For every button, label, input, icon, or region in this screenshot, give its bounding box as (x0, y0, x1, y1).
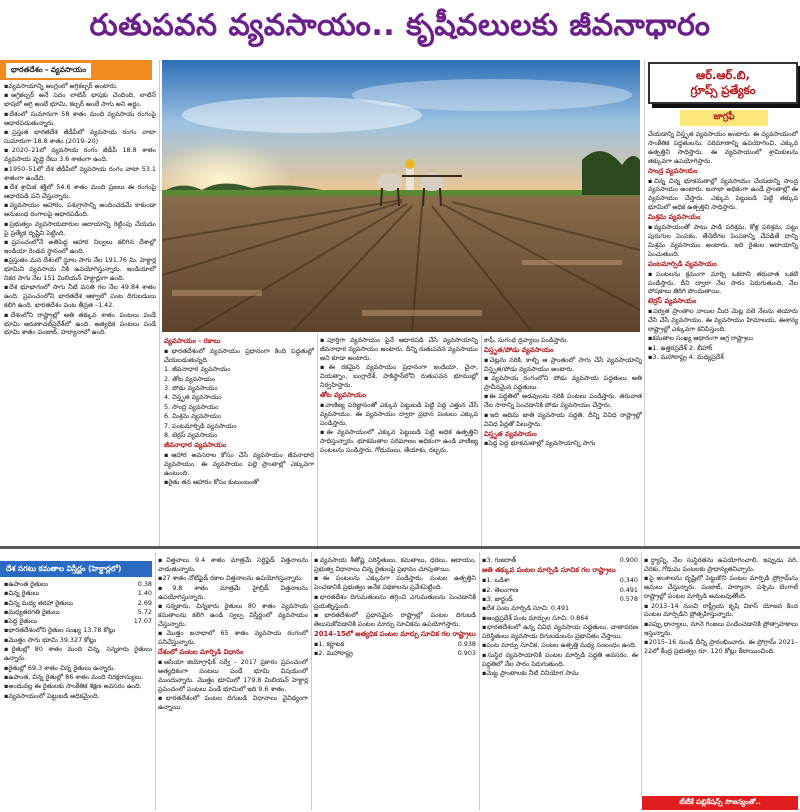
stat-value: 0.340 (619, 576, 638, 585)
text-paragraph: ▪ అగ్రికల్చర్ అనే పదం లాటిన్ భాషకు చెందింది. లాటిన్ భాషలో అగ్రి అంటే భూమి, కల్చర్ అంటే సాగు అని అర్థం. (4, 91, 156, 109)
text-paragraph: ▪ మొత్తం సాగు భూమి 39.327 కోట్లు (4, 636, 152, 645)
section-tag (0, 60, 152, 80)
text-paragraph: ▪ దేశ భూభాగంలో సాగు నీటి వసతి గల నేల 49.84 శాతం ఉంది. ప్రపంచంలోని భారతదేశ ఆక్వాలో పంట దిగుబడులు కలిగి ఉంది. భారతదేశం పంట తీవ్రత –1.42. (4, 283, 156, 310)
text-paragraph: ▪ భారతదేశంలోని రైతుల సంఖ్య 13.78 కోట్లు (4, 626, 152, 635)
text-paragraph: ▪ భారతదేశంలో ప్రధానమైన రాష్ట్రాల్లో పంటల దిగుబడి తెలుసుకోవడానికి పంటల మార్పు సూచికను ఉపయోగిస్తారు. (314, 611, 476, 629)
text-paragraph: ▪ ఆంధ్రప్రదేశ్ పంట మార్పుల సూచి: 0.864 (482, 614, 638, 623)
left-column (4, 82, 156, 544)
text-paragraph: ▪ రైతుల్లో 80 శాతం మంది చిన్న, సన్నకారు రైతులు ఉన్నారు. (4, 645, 152, 663)
text-paragraph: చేయడాన్ని విస్తృత వ్యవసాయం అంటారు. ఈ వ్యవసాయంలో సాంకేతిక పద్ధతులను, పరిమాణాన్ని ఉపయోగించి, ఎక్కువ ఉత్పత్తిని సాధిస్తారు. ఈ వ్యవసాయంలో శ్రామికులను తక్కువగా ఉపయోగిస్తారు. (648, 130, 798, 165)
text-paragraph: ▪ ర్థ్యాన్ని, నేల సుస్థిరతను ఉపయోగించాలి. ఇప్పుడు వరి, చెరకు, గోధుమ పంటలకు ప్రాధాన్యతనిచ్చారు. (644, 556, 798, 574)
text-paragraph: ▪ ఈ రకమైన వ్యవసాయం ప్రధానంగా ఇండియా, చైనా, వియత్నాం, బంగ్లాదేశ్, పాకిస్థాన్‌లోని రుతుపవన భూముల్లో నిర్వహిస్తారు. (320, 363, 478, 390)
subheading: సాంద్ర వ్యవసాయం (648, 166, 698, 175)
text-paragraph: ▪ ప్రపంచంలోనే అతిపెద్ద ఆహార నిల్వలు కలిగిన దేశాల్లో ఇండియా రెండవ స్థానంలో ఉంది. (4, 238, 156, 256)
text-paragraph: ▪ చెట్లను నరికి, కాల్చి ఆ ప్రాంతంలో సాగు చేసే వ్యవసాయాన్ని విస్తృత/పోడు వ్యవసాయం అంటారు. (484, 356, 642, 374)
subheading: 2014–15లో అత్యధిక పంటల మార్పు సూచిక గల రాష్ట్రాలు (314, 629, 476, 638)
stat-value: 0.491 (619, 585, 638, 594)
text-paragraph: ▪ ఈ వ్యవసాయంలో ఎక్కువ పెట్టుబడి పెట్టి అధిక ఉత్పత్తిని సాధిస్తున్నారు. భూకమతాల పరిమాణం అధికంగా ఉండి వాణిజ్య పంటలను పండిస్తారు. గోధుమలు, తేయాకు, రబ్బరు, (320, 428, 478, 455)
text-paragraph: ▪ పప్పు ధాన్యాలు, నూనె గింజలు పండించడానికి ప్రోత్సాహకాలు ఇస్తున్నారు. (644, 620, 798, 638)
subheading: వ్యవసాయం - రకాలు (164, 337, 221, 345)
text-paragraph: ▪ పంటలను క్రమంగా మార్చి ఒకదాని తరువాత ఒకటి పండిస్తారు. దీని ద్వారా నేల సారం పెరుగుతుంది. నేల పోషకాలు తిరిగి పొందుతాయి. (648, 270, 798, 297)
text-paragraph: 6. మిశ్రమ వ్యవసాయం (164, 412, 222, 421)
text-paragraph: ▪ 1950–51లో దేశ జీడీపీలో వ్యవసాయ రంగం వాటా 53.1 శాతంగా ఉండేది. (4, 165, 156, 183)
text-paragraph: ▪ 27 శాతం నోటిఫైడ్ రకాల విత్తనాలను ఉపయోగిస్తున్నారు. (158, 574, 308, 583)
col-shifting (484, 336, 642, 544)
text-paragraph: ▪ దేశంలోని రాష్ట్రాల్లో అతి తక్కువ శాతం పంటలు పండే భూమి అరుణాచల్‌ప్రదేశ్‌లో ఉంది. అత్యధిక పంటలు పండే భూమి శాతం పంజాబ్, హర్యానాలో ఉంది. (4, 311, 156, 338)
stat-label: ▪ 2. తెలంగాణ (482, 586, 620, 595)
text-paragraph: ▪ 1. ఉత్తరప్రదేశ్ 2. బీహార్ (648, 344, 798, 353)
bottom-col-5 (644, 556, 798, 794)
text-paragraph: కాఫీ, సుగంధ ద్రవ్యాలు పండిస్తారు. (484, 336, 569, 344)
stat-label: ▪ చిన్న రైతులు (4, 589, 138, 598)
subheading: మిశ్రమ వ్యవసాయం (648, 213, 701, 222)
text-paragraph: ▪ ఆహార అవసరాల కోసం చేసే వ్యవసాయం జీవనాధార వ్యవసాయం. ఈ వ్యవసాయం పల్లె ప్రాంతాల్లో ఎక్కువగా ఉంటుంది. (164, 451, 314, 478)
col-types (164, 336, 314, 544)
subheading: జీవనాధార వ్యవసాయం (164, 440, 227, 449)
rrb-line1: ఆర్.ఆర్.బి, (696, 68, 750, 82)
headline: రుతుపవన వ్యవసాయం.. కృషీవలులకు జీవనాధారం (89, 8, 711, 43)
text-paragraph: ▪ పర్వత ప్రాంతాల వాలుల మీద మెట్ల వలె నేలను తయారు చేసి చేసే వ్యవసాయం. ఈ వ్యవసాయం హిమాలయ, ఈశాన్య రాష్ట్రాల్లో ఎక్కువగా కనిపిస్తుంది. (648, 307, 798, 334)
text-paragraph: ▪ కమతాల సంఖ్య ఆధారంగా అగ్ర రాష్ట్రాలు (648, 334, 798, 343)
text-paragraph: ▪ 3. మహారాష్ట్ర 4. మధ్యప్రదేశ్ (648, 353, 798, 362)
stat-row (482, 556, 638, 565)
text-paragraph: 8. టెర్రస్ వ్యవసాయం (164, 431, 218, 440)
subheading: టెర్రస్ వ్యవసాయం (648, 297, 697, 306)
text-paragraph: 3. పోడు వ్యవసాయం (164, 384, 218, 393)
stat-value: 0.938 (457, 639, 476, 648)
subheading: పంటమార్పిడి వ్యవసాయం (648, 259, 717, 268)
stat-value: 17.07 (133, 617, 152, 626)
stat-row (4, 589, 152, 598)
text-paragraph: ▪ పై అంశాలను దృష్టిలో పెట్టుకొని పంటల మార్పిడి ప్రోగ్రామ్‌ను అమలు చేస్తున్నారు. పంజాబ్, హర్యానా, పశ్చిమ బెంగాల్ రాష్ట్రాల్లో పంటల మార్పిడి అమలవుతోంది. (644, 574, 798, 601)
bottom-col-1 (4, 580, 152, 810)
subheading: అతి తక్కువ పంటల మార్పిడి సూచిక గల రాష్ట్రాలు (482, 566, 616, 575)
text-paragraph: ▪ 2020–21లో వ్యవసాయ రంగం జీడీపీ 18.8 శాతం వ్యవసాయ వృద్ధి రేటు 3.6 శాతంగా ఉంది. (4, 146, 156, 164)
text-paragraph: ▪ ఉపాంత, చిన్న రైతుల్లో 86 శాతం మంది నిరక్షరాస్యులు. (4, 673, 152, 682)
text-paragraph: ▪ వ్యవసాయ రంగంలోని పోడు వ్యవసాయ పద్ధతులు అతి ప్రాచీనమైన పద్ధతులు. (484, 374, 642, 392)
text-paragraph: ▪ 2015–16 నుండి దీన్ని ప్రారంభించారు. ఈ ప్రోగ్రామ్ 2021–22లో కేంద్ర ప్రభుత్వం రూ. 120 కోట్లు కేటాయించింది. (644, 638, 798, 656)
stat-label: ▪ 3. జార్ఖండ్ (482, 595, 620, 604)
stat-label: ▪ 3. గుజరాత్ (482, 556, 620, 565)
stat-value: 0.38 (137, 580, 152, 588)
rrb-groups-badge (648, 62, 798, 104)
text-paragraph: ▪ దేశ పంట మార్పిడి సూచి: 0.491 (482, 604, 638, 613)
stat-row (4, 617, 152, 626)
text-paragraph: ▪ వ్యవసాయంతో పాటు పాడి పరిశ్రమ, కోళ్ల పరిశ్రమ, పట్టు పురుగుల పెంపకం, తేనెటీగల పెంపకాన్ని చేపడితే దాన్ని మిశ్రమ వ్యవసాయం అంటారు. ఇది రైతుల ఆదాయాన్ని పెంచుతుంది. (648, 223, 798, 259)
text-paragraph: ▪ పంట మార్పు సూచిక, పంటల ఉత్పత్తి మధ్య సంబంధం ఉంది. (482, 641, 638, 650)
text-paragraph: ▪ మెట్ట ప్రాంతాలకు నీటి వినియోగ సామ (482, 669, 638, 678)
text-paragraph: ▪ భారతదేశంలో పంటల దిగుబడి విధానాలు వైవిధ్యంగా ఉన్నాయి. (158, 694, 308, 712)
text-paragraph: ▪ భారతదేశంలో వ్యవసాయం ప్రధానంగా కింది పద్ధతుల్లో చేయబడుతున్నది. (164, 347, 314, 365)
subheading: తోట వ్యవసాయం (320, 390, 366, 399)
stat-value: 0.578 (619, 594, 638, 603)
bottom-col-3 (314, 556, 476, 810)
text-paragraph: ▪ 2013–14 నుంచి రాష్ట్రీయ కృషి వికాస్ యోజన కింద పంటల మార్పిడిని ప్రోత్సహిస్తున్నారు. (644, 602, 798, 620)
text-paragraph: ▪ ఆసియా జియోగ్రాఫిక్ సర్వే – 2017 ప్రకారం ప్రపంచంలో అత్యధికంగా పంటలు పండే భూమి విషయంలో ముందున్నారు. మొత్తం భూమిలో 179.8 మిలియన్ హెక్టార్ల ప్రపంచంలో పంటలు పండే భూమిలో ఇది 9.6 శాతం. (158, 658, 308, 694)
bottom-col-4 (482, 556, 638, 810)
stat-value: 2.69 (137, 598, 152, 607)
stat-row (314, 640, 476, 649)
text-paragraph: ▪ వ్యవసాయం ఆహారం, పశుగ్రాసాన్ని అందించడమే కాకుండా అనుబంధ రంగాలపై ఆధారపడింది. (4, 201, 156, 219)
stat-value: 0.903 (457, 648, 476, 657)
geography-label: జాగ్రఫీ (680, 110, 768, 126)
text-paragraph: ▪ ఈ పంటలను ఎక్కువగా పండిస్తారు. పంటల ఉత్పత్తిని పెంచడానికి ప్రభుత్వం అనేక పథకాలను ప్రవేశపెట్టింది. (314, 574, 476, 592)
text-paragraph: ▪ ప్రస్తుతం మన దేశంలో స్థూల సాగు నేల 191.76 మి. హెక్టార్ల భూమిని వ్యవసాయ నికి ఉపయోగిస్తున్నారు. ఇండియాలో నికర సాగు నేల 151 మిలియన్ హెక్టార్లుగా ఉంది. (4, 256, 156, 283)
right-column (648, 130, 798, 544)
text-paragraph: ▪ మొత్తం జనాభాలో 65 శాతం వ్యవసాయ రంగంలో పనిచేస్తున్నారు. (158, 629, 308, 647)
stat-row (4, 599, 152, 608)
subheading: విస్తృత వ్యవసాయం (484, 429, 537, 438)
section-tag-label: భారతదేశం - వ్యవసాయం (6, 63, 91, 78)
subheading: దేశంలో పంటల మార్పిడి విధానం (158, 648, 244, 657)
text-paragraph: ▪ దేశంలో సుమారుగా 58 శాతం మంది వ్యవసాయ రంగంపై ఆధారపడుతున్నారు. (4, 110, 156, 128)
text-paragraph: 5. సాంద్ర వ్యవసాయం (164, 402, 219, 411)
bottom-col-2 (158, 556, 308, 810)
text-paragraph: ▪ పెద్ద పెద్ద భూకమతాల్లో వ్యవసాయాన్ని సాగు (484, 439, 642, 448)
stat-label: ▪ చిన్న మధ్య తరహా రైతులు (4, 599, 138, 608)
publisher-credit: టీటీకే పబ్లికేషన్స్ సౌజన్యంతో.. (642, 796, 798, 810)
text-paragraph: ▪ విత్తనాలు 9.4 శాతం మాత్రమే సర్టిఫైడ్ విత్తనాలను వాడుతున్నారు. (158, 556, 308, 574)
text-paragraph: ▪ చిన్న చిన్న భూకమతాల్లో వ్యవసాయం చేయడాన్ని సాంద్ర వ్యవసాయం అంటారు. జనాభా అధికంగా ఉండే ప్రాంతాల్లో ఈ వ్యవసాయం చేస్తారు. ఎక్కువ పెట్టుబడి పెట్టి తక్కువ భూమిలో అధిక ఉత్పత్తిని సాధిస్తారు. (648, 177, 798, 213)
stat-row (482, 586, 638, 595)
text-paragraph: 7. పంటమార్పిడి వ్యవసాయం (164, 421, 237, 430)
text-paragraph: ▪ రైతు తన ఆహారం కోసం కుటుంబంతో (164, 478, 314, 487)
text-paragraph: ▪ అందువల్ల ఈ రైతులకు సాంకేతిక శిక్షణ అవసరం ఉంది. (4, 682, 152, 691)
stat-value: 5.72 (137, 607, 152, 616)
rrb-line2: గ్రూప్స్ ప్రత్యేకం (690, 83, 756, 97)
text-paragraph: ▪ ఈ పద్ధతిలో అడవులను నరికి పంటలు పండిస్తారు. తరువాత నేల సారాన్ని పెంచడానికి పోడు వ్యవసాయం చేస్తారు. (484, 392, 642, 410)
text-paragraph: 2. తోట వ్యవసాయం (164, 374, 216, 383)
text-paragraph: 4. విస్తృత వ్యవసాయం (164, 393, 222, 402)
stat-label: ▪ మధ్యతరగతి రైతులు (4, 608, 138, 617)
stat-value: 0.900 (619, 556, 638, 564)
avg-holding-tag: దేశ సగటు కమతాల విస్తీర్ణం (హెక్టార్లలో) (0, 561, 152, 577)
text-paragraph: ▪ ప్రభుత్వం వ్యవసాయదారుల ఆదాయాన్ని రెట్టింపు చేయడం పై ప్రత్యేక దృష్టిని పెట్టింది. (4, 220, 156, 238)
text-paragraph: ▪ వ్యవసాయ శీతోష్ణ పరిస్థితులు, కమతాలు, ధరలు, ఆదాయం, ప్రభుత్వ విధానాలు చిన్న రైతులపై ప్రభావం చూపుతాయి. (314, 556, 476, 574)
stat-row (314, 649, 476, 658)
farmer-ploughing-photo (162, 60, 640, 332)
stat-row (482, 576, 638, 585)
text-paragraph: ▪ వ్యవసాయాన్ని ఆంగ్లంలో అగ్రికల్చర్ అంటారు. (4, 82, 156, 91)
text-paragraph: ▪ పూర్తిగా వ్యవసాయం పైనే ఆధారపడి చేసే వ్యవసాయాన్ని జీవనాధార వ్యవసాయం అంటారు. దీన్ని రుతుపవన వ్యవసాయం అని కూడా అంటారు. (320, 336, 478, 363)
text-paragraph: ▪ భారతదేశం దిగుమతులను తగ్గించి ఎగుమతులను పెంచడానికి ప్రయత్నిస్తుంది. (314, 593, 476, 611)
text-paragraph: ▪ సన్నకారు, చిన్నకారు రైతులు 80 శాతం వ్యవసాయ కమతాలను కలిగి ఉండి స్వల్ప విస్తీర్ణంలో వ్యవసాయం చేస్తున్నారు. (158, 602, 308, 629)
text-paragraph: ▪ ప్రస్తుత భారతదేశ జీడీపీలో వ్యవసాయ రంగం వాటా సుమారుగా 18.8 శాతం (2019–20) (4, 128, 156, 146)
text-paragraph: ▪ 9.8 శాతం మాత్రమే హైబ్రిడ్ విత్తనాలను ఉపయోగిస్తున్నారు. (158, 584, 308, 602)
text-paragraph: ▪ వాణిజ్య పరిజ్ఞానంతో ఎక్కువ పెట్టుబడి పెట్టి పెద్ద ఎత్తున చేసే వ్యవసాయం. ఈ వ్యవసాయం ద్వారా ప్రధాన పంటలు ఎక్కువ పండిస్తారు. (320, 401, 478, 428)
text-paragraph: ▪ దేశ శ్రామిక శక్తిలో 54.6 శాతం మంది ప్రజలు ఈ రంగంపై ఆధారపడి పని చేస్తున్నారు. (4, 183, 156, 201)
section-divider (0, 546, 800, 549)
stat-label: ▪ పెద్ద రైతులు (4, 617, 134, 626)
stat-label: ▪ 1. ఒడిశా (482, 576, 620, 585)
col-subsistence (320, 336, 478, 544)
stat-row (4, 608, 152, 617)
text-paragraph: ▪ రైతుల్లో 69.3 శాతం చిన్న రైతులు ఉన్నారు. (4, 664, 152, 673)
stat-value: 1.40 (137, 589, 152, 598)
text-paragraph: ▪ భారతదేశంలో ఉన్న వివిధ వ్యవసాయ పద్ధతులు, వాతావరణ పరిస్థితులు వ్యవసాయ దిగుబడులను ప్రభావితం చేస్తాయి. (482, 623, 638, 641)
stat-row (4, 580, 152, 589)
text-paragraph: 1. జీవనాధార వ్యవసాయం (164, 365, 231, 374)
text-paragraph: ▪ వ్యవసాయంలో పెట్టుబడి అధికమైంది. (4, 692, 152, 701)
subheading: విస్తృత/పోడు వ్యవసాయం (484, 345, 554, 354)
text-paragraph: ▪ సుస్థిర వ్యవసాయానికి పంటల మార్పిడి పద్ధతి అవసరం. ఈ పద్ధతిలో నేల సారం పెరుగుతుంది. (482, 651, 638, 669)
stat-label: ▪ ఉపాంత రైతులు (4, 580, 138, 589)
text-paragraph: ▪ ఇది ఆదిమ జాతి వ్యవసాయ పద్ధతి. దీన్ని వివిధ రాష్ట్రాల్లో వివిధ పేర్లతో పిలుస్తారు. (484, 411, 642, 429)
stat-row (482, 595, 638, 604)
stat-label: ▪ 2. మహారాష్ట్ర (314, 649, 458, 658)
stat-label: ▪ 1. కర్ణాటక (314, 640, 458, 649)
